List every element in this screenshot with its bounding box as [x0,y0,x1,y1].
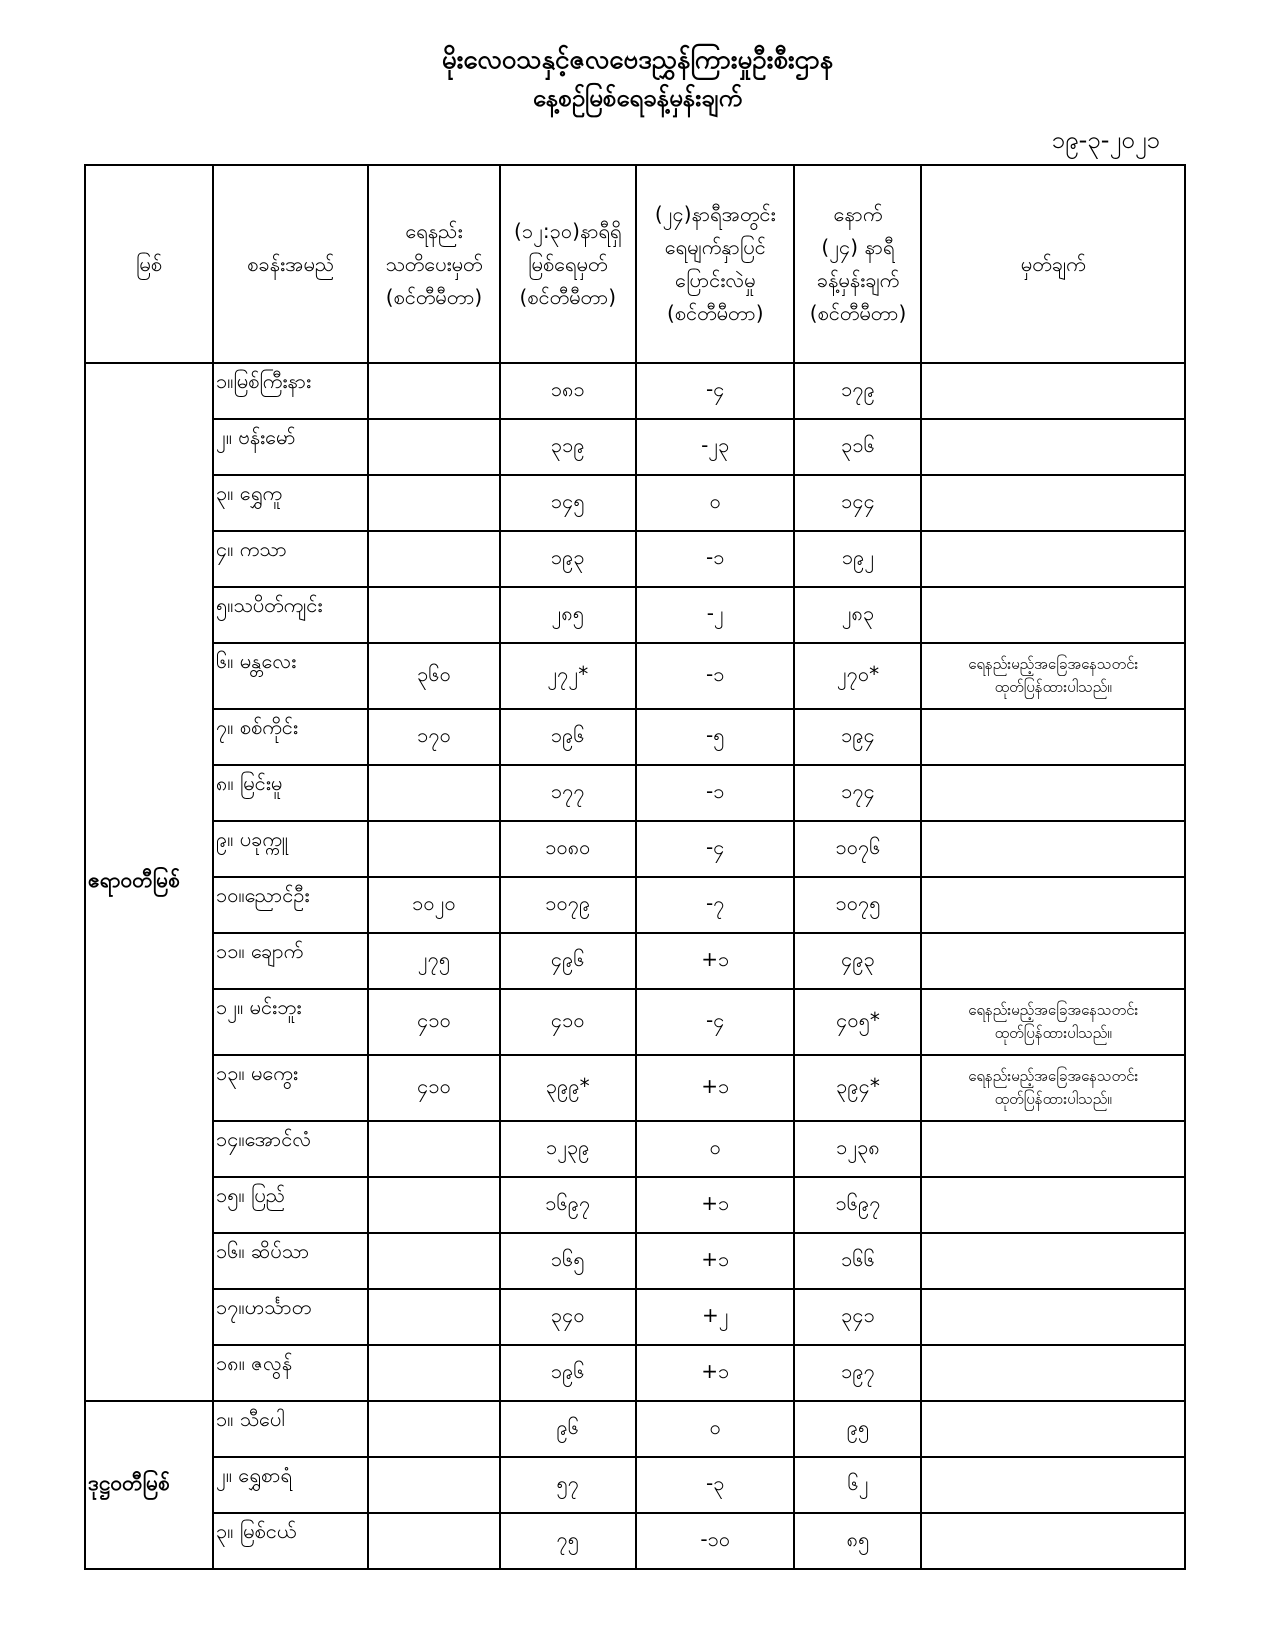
station-name-cell: ၃။ ရွှေကူ [213,475,368,531]
level-change-cell: +၁ [636,1177,794,1233]
remark-cell [921,1233,1185,1289]
level-change-cell: +၁ [636,933,794,989]
column-header-current-level [500,165,636,363]
warning-level-cell [368,531,499,587]
water-level-cell: ၂၇၂* [500,643,636,709]
column-header-line: ရေမျက်နှာပြင် [664,235,766,259]
column-header-line: (၂၄)နာရီအတွင်း [654,202,776,226]
river-name-cell: ဧရာဝတီမြစ် [85,363,213,1401]
water-level-cell: ၅၇ [500,1457,636,1513]
level-change-cell: -၁ [636,765,794,821]
level-change-cell: +၂ [636,1289,794,1345]
forecast-cell: ၁၉၇ [794,1345,921,1401]
warning-level-cell [368,1345,499,1401]
water-level-cell: ၁၀၈၀ [500,821,636,877]
river-name-cell: ဒုဋ္ဌဝတီမြစ် [85,1401,213,1569]
forecast-cell: ၁၀၇၅ [794,877,921,933]
remark-cell [921,1121,1185,1177]
level-change-cell: -၂ [636,587,794,643]
level-change-cell: -၂၃ [636,419,794,475]
table-row [85,531,1185,587]
water-level-cell: ၁၉၃ [500,531,636,587]
table-row [85,475,1185,531]
level-change-cell: -၃ [636,1457,794,1513]
level-change-cell: -၁ [636,643,794,709]
river-level-table [84,164,1186,1570]
forecast-cell: ၈၅ [794,1513,921,1569]
table-row [85,363,1185,419]
water-level-cell: ၂၈၅ [500,587,636,643]
warning-level-cell [368,1177,499,1233]
water-level-cell: ၁၉၆ [500,709,636,765]
water-level-cell: ၉၆ [500,1401,636,1457]
station-name-cell: ၁၈။ ဇလွန် [213,1345,368,1401]
column-header-warning-level [368,165,499,363]
warning-level-cell [368,1457,499,1513]
station-name-cell: ၁။မြစ်ကြီးနား [213,363,368,419]
column-header-line: ပြောင်းလဲမှု [674,268,756,292]
column-header-forecast-24h [794,165,921,363]
level-change-cell: +၁ [636,1345,794,1401]
forecast-cell: ၁၇၄ [794,765,921,821]
column-header-line: (စင်တီမီတာ) [666,301,764,325]
table-row [85,587,1185,643]
column-header-line: မှတ်ချက် [1020,251,1086,276]
table-row [85,1289,1185,1345]
forecast-cell: ၁၉၂ [794,531,921,587]
station-name-cell: ၁၅။ ပြည် [213,1177,368,1233]
table-row [85,1055,1185,1121]
station-name-cell: ၁။ သီပေါ [213,1401,368,1457]
warning-level-cell: ၄၁၀ [368,989,499,1055]
remark-line: ထုတ်ပြန်ထားပါသည်။ [994,1024,1112,1042]
warning-level-cell [368,1513,499,1569]
warning-level-cell [368,587,499,643]
station-name-cell: ၈။ မြင်းမူ [213,765,368,821]
station-name-cell: ၄။ ကသာ [213,531,368,587]
station-name-cell: ၂။ ဗန်းမော် [213,419,368,475]
level-change-cell: -၄ [636,989,794,1055]
column-header-remarks [921,165,1185,363]
forecast-cell: ၄၉၃ [794,933,921,989]
table-row [85,989,1185,1055]
remark-cell [921,709,1185,765]
warning-level-cell: ၂၇၅ [368,933,499,989]
forecast-cell: ၄၀၅* [794,989,921,1055]
remark-cell [921,419,1185,475]
column-header-line: သတိပေးမှတ် [385,251,483,276]
page-title: မိုးလေဝသနှင့်ဇလဗေဒညွှန်ကြားမှုဦးစီးဌာန [441,45,834,75]
remark-line: ရေနည်းမည့်အခြေအနေသတင်း [968,1066,1139,1085]
table-row [85,821,1185,877]
station-name-cell: ၁၇။ဟင်္သာတ [213,1289,368,1345]
water-level-cell: ၁၈၁ [500,363,636,419]
forecast-cell: ၉၅ [794,1401,921,1457]
remark-cell [921,587,1185,643]
table-row [85,1121,1185,1177]
remark-cell [921,531,1185,587]
column-header-line: မြစ်ရေမှတ် [528,251,608,276]
remark-line: ရေနည်းမည့်အခြေအနေသတင်း [968,1000,1139,1019]
forecast-cell: ၁၇၉ [794,363,921,419]
level-change-cell: +၁ [636,1055,794,1121]
warning-level-cell [368,419,499,475]
column-header-line: (စင်တီမီတာ) [385,284,483,309]
forecast-cell: ၁၆၉၇ [794,1177,921,1233]
table-row [85,709,1185,765]
table-row [85,1233,1185,1289]
water-level-cell: ၁၂၃၉ [500,1121,636,1177]
forecast-cell: ၁၉၄ [794,709,921,765]
warning-level-cell [368,1121,499,1177]
water-level-cell: ၇၅ [500,1513,636,1569]
column-header-line: စခန်းအမည် [247,251,335,276]
remark-cell [921,933,1185,989]
column-header-line: (၁၂:၃၀)နာရီရှိ [514,218,622,243]
level-change-cell: -၄ [636,363,794,419]
forecast-cell: ၁၂၃၈ [794,1121,921,1177]
water-level-cell: ၃၉၉* [500,1055,636,1121]
table-row [85,1513,1185,1569]
remark-cell [921,1401,1185,1457]
water-level-cell: ၁၉၆ [500,1345,636,1401]
station-name-cell: ၁၂။ မင်းဘူး [213,989,368,1055]
table-row [85,1457,1185,1513]
station-name-cell: ၉။ ပခုက္ကူ [213,821,368,877]
remark-cell [921,1513,1185,1569]
table-row [85,933,1185,989]
remark-cell [921,1289,1185,1345]
forecast-cell: ၂၈၃ [794,587,921,643]
water-level-cell: ၁၀၇၉ [500,877,636,933]
column-header-line: မြစ် [136,251,163,276]
remark-cell [921,821,1185,877]
warning-level-cell [368,1289,499,1345]
station-name-cell: ၆။ မန္တလေး [213,643,368,709]
remark-cell [921,989,1185,1055]
water-level-cell: ၁၆၅ [500,1233,636,1289]
station-name-cell: ၁၃။ မကွေး [213,1055,368,1121]
forecast-cell: ၁၀၇၆ [794,821,921,877]
station-name-cell: ၅။သပိတ်ကျင်း [213,587,368,643]
remark-cell [921,1177,1185,1233]
page-subtitle: နေ့စဉ်မြစ်ရေခန့်မှန်းချက် [532,84,743,112]
table-row [85,419,1185,475]
warning-level-cell: ၁၀၂၀ [368,877,499,933]
level-change-cell: -၁၀ [636,1513,794,1569]
column-header-station [213,165,368,363]
table-row [85,643,1185,709]
warning-level-cell: ၃၆၀ [368,643,499,709]
level-change-cell: -၄ [636,821,794,877]
station-name-cell: ၁၁။ ချောက် [213,933,368,989]
warning-level-cell: ၄၁၀ [368,1055,499,1121]
forecast-cell: ၂၇၀* [794,643,921,709]
remark-line: ထုတ်ပြန်ထားပါသည်။ [994,678,1112,696]
forecast-cell: ၆၂ [794,1457,921,1513]
warning-level-cell [368,1401,499,1457]
remark-cell [921,643,1185,709]
table-row [85,1401,1185,1457]
forecast-cell: ၃၁၆ [794,419,921,475]
column-header-line: ရေနည်း [405,218,463,243]
station-name-cell: ၁၆။ ဆိပ်သာ [213,1233,368,1289]
remark-cell [921,1345,1185,1401]
remark-cell [921,363,1185,419]
remark-cell [921,877,1185,933]
remark-line: ထုတ်ပြန်ထားပါသည်။ [994,1090,1112,1108]
warning-level-cell [368,1233,499,1289]
station-name-cell: ၁၄။အောင်လံ [213,1121,368,1177]
forecast-cell: ၃၄၁ [794,1289,921,1345]
table-row [85,765,1185,821]
forecast-cell: ၃၉၄* [794,1055,921,1121]
level-change-cell: -၇ [636,877,794,933]
warning-level-cell [368,765,499,821]
report-date: ၁၉-၃-၂၀၂၁ [1051,126,1160,154]
warning-level-cell [368,475,499,531]
remark-cell [921,765,1185,821]
remark-cell [921,1457,1185,1513]
level-change-cell: -၁ [636,531,794,587]
column-header-line: နောက် [833,202,883,226]
station-name-cell: ၃။ မြစ်ငယ် [213,1513,368,1569]
level-change-cell: -၅ [636,709,794,765]
remark-line: ရေနည်းမည့်အခြေအနေသတင်း [968,654,1139,673]
table-row [85,877,1185,933]
remark-cell [921,475,1185,531]
column-header-river [85,165,213,363]
remark-cell [921,1055,1185,1121]
table-header-row [85,165,1185,363]
column-header-line: ခန့်မှန်းချက် [816,268,900,292]
water-level-cell: ၃၄၀ [500,1289,636,1345]
station-name-cell: ၂။ ရွှေစာရံ [213,1457,368,1513]
column-header-line: (စင်တီမီတာ) [519,284,617,309]
water-level-cell: ၃၁၉ [500,419,636,475]
column-header-line: (စင်တီမီတာ) [809,301,907,325]
water-level-cell: ၁၄၅ [500,475,636,531]
column-header-line: (၂၄) နာရီ [821,235,895,259]
water-level-cell: ၁၇၇ [500,765,636,821]
level-change-cell: +၁ [636,1233,794,1289]
table-row [85,1177,1185,1233]
forecast-cell: ၁၄၄ [794,475,921,531]
station-name-cell: ၁၀။ညောင်ဦး [213,877,368,933]
level-change-cell: ၀ [636,1401,794,1457]
table-body [85,363,1185,1569]
level-change-cell: ၀ [636,1121,794,1177]
water-level-cell: ၄၉၆ [500,933,636,989]
table-row [85,1345,1185,1401]
level-change-cell: ၀ [636,475,794,531]
station-name-cell: ၇။ စစ်ကိုင်း [213,709,368,765]
column-header-change-24h [636,165,794,363]
warning-level-cell [368,363,499,419]
warning-level-cell: ၁၇၀ [368,709,499,765]
water-level-cell: ၄၁၀ [500,989,636,1055]
water-level-cell: ၁၆၉၇ [500,1177,636,1233]
warning-level-cell [368,821,499,877]
forecast-cell: ၁၆၆ [794,1233,921,1289]
